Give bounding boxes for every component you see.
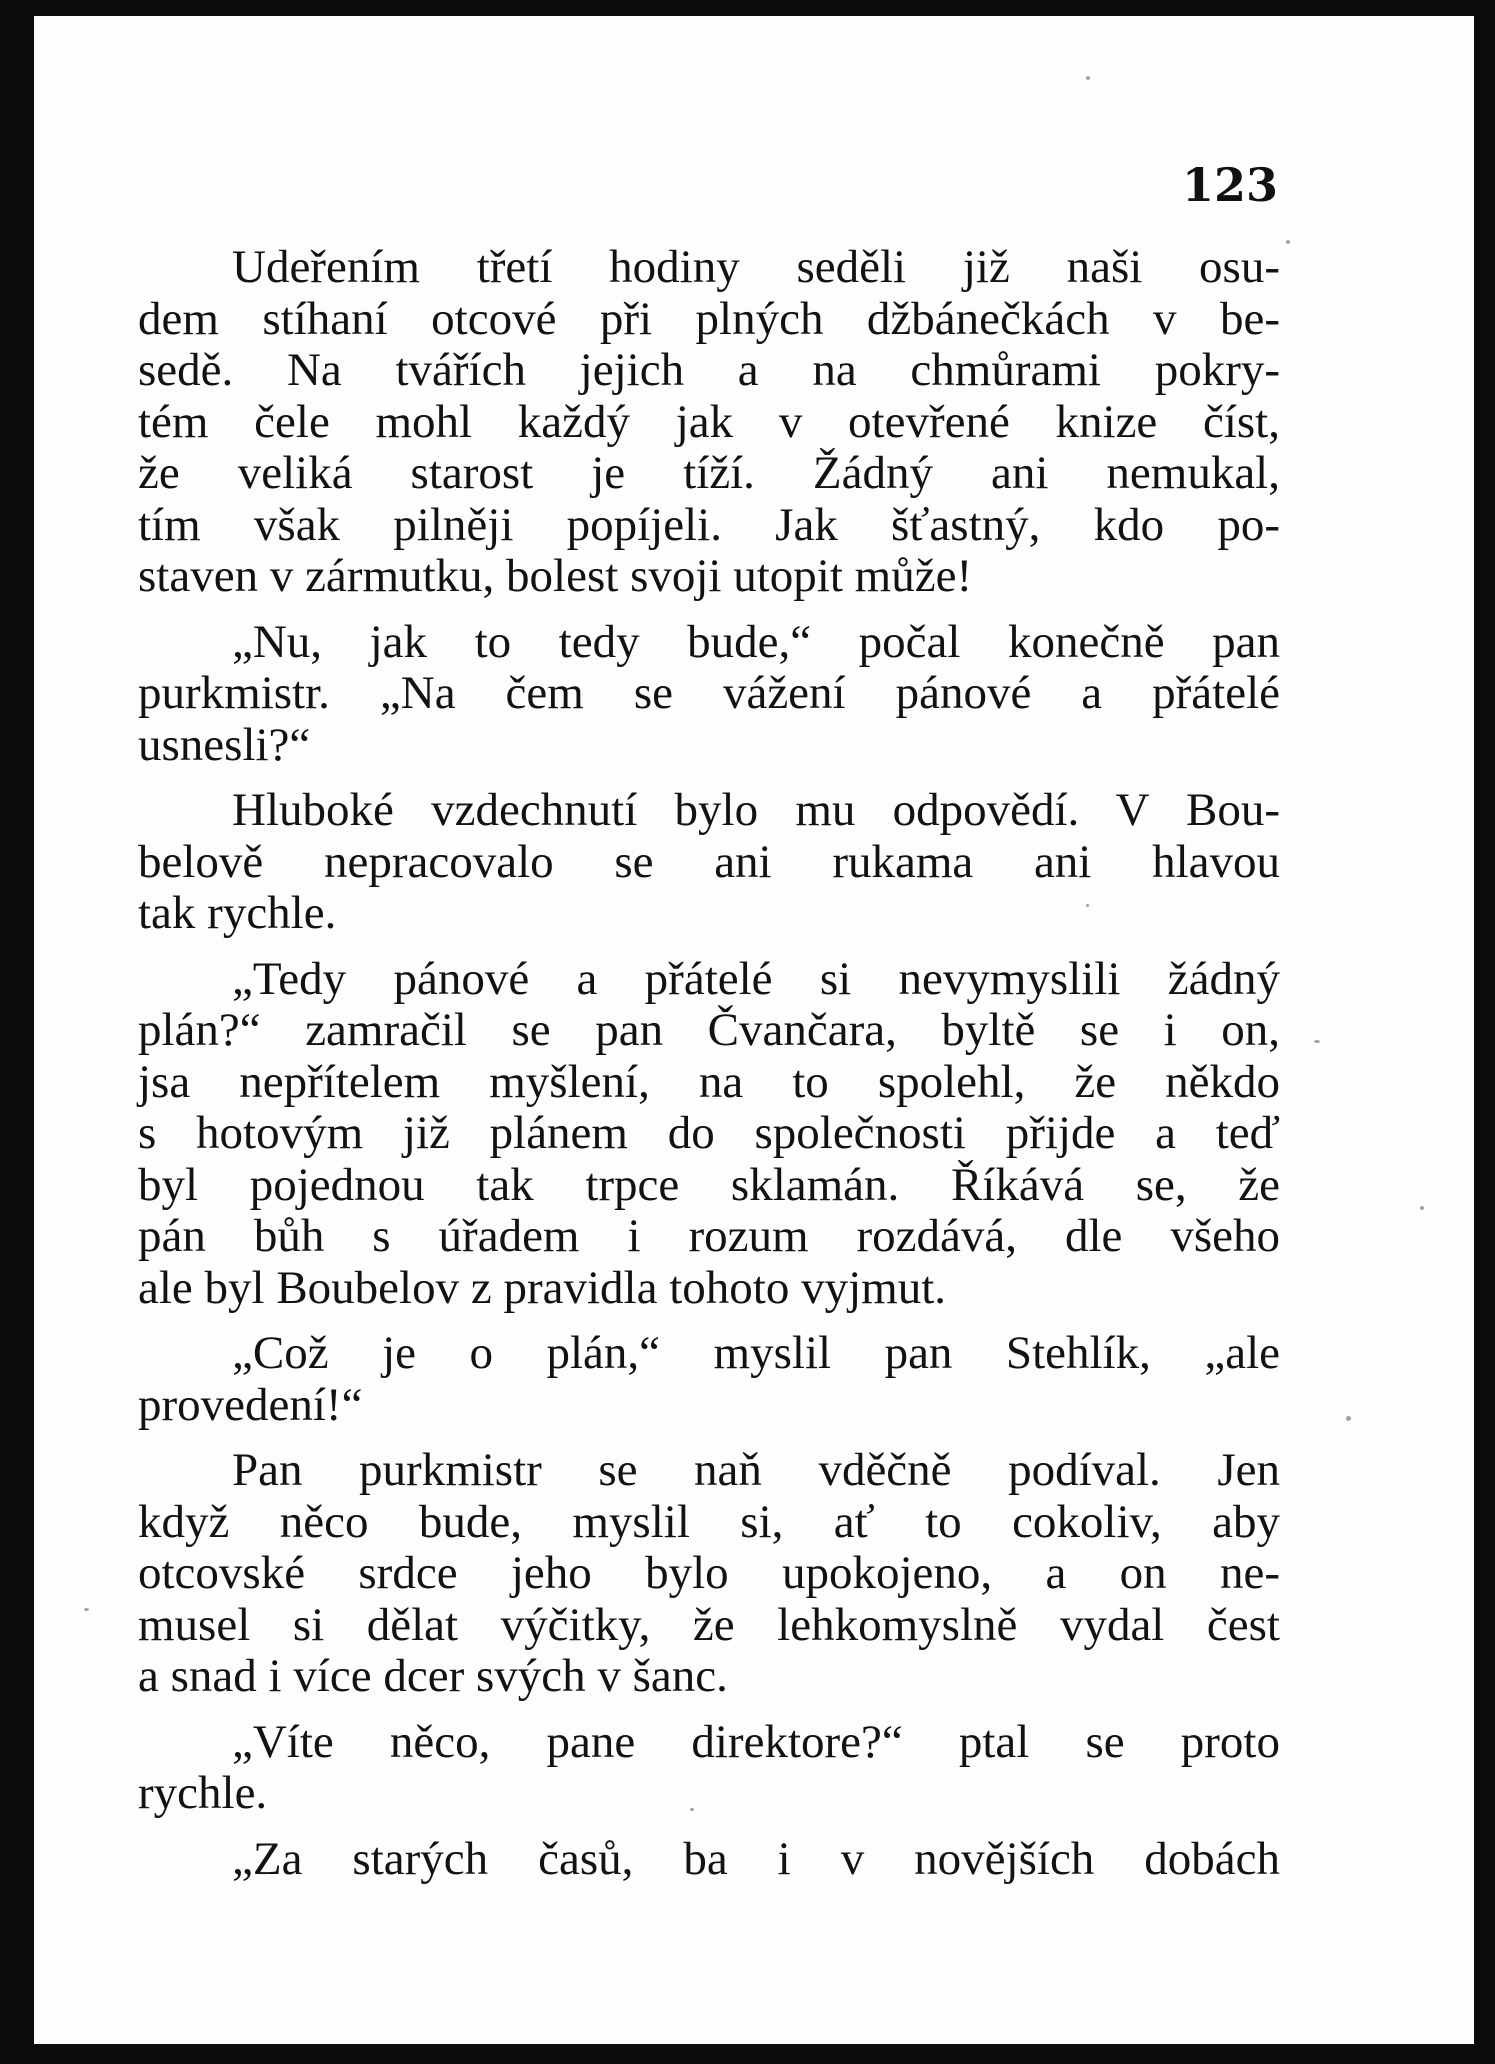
print-speck xyxy=(690,1808,694,1811)
paragraph xyxy=(138,1834,1280,1886)
paragraph xyxy=(138,1328,1280,1431)
print-speck xyxy=(1286,240,1290,244)
print-speck xyxy=(1086,76,1090,80)
text-line: staven v zármutku, bolest svoji utopit může! xyxy=(138,550,973,602)
paragraph xyxy=(138,1717,1280,1820)
text-line: plán?“ zamračil se pan Čvančara, byltě se i on, xyxy=(138,1004,1280,1056)
paragraph xyxy=(138,785,1280,940)
paragraph xyxy=(138,1445,1280,1703)
print-speck xyxy=(84,1608,89,1611)
text-line: purkmistr. „Na čem se vážení pánové a přátelé xyxy=(138,667,1280,719)
text-line: že veliká starost je tíží. Žádný ani nemukal, xyxy=(138,447,1280,499)
text-line: sedě. Na tvářích jejich a na chmůrami pokry- xyxy=(138,344,1280,396)
text-line: ale byl Boubelov z pravidla tohoto vyjmut. xyxy=(138,1261,946,1314)
print-speck xyxy=(1346,1416,1351,1421)
page-number: 123 xyxy=(1181,158,1278,212)
text-line: otcovské srdce jeho bylo upokojeno, a on ne- xyxy=(138,1547,1280,1599)
body-text xyxy=(138,242,1280,1899)
text-line: byl pojednou tak trpce sklamán. Říkává se, že xyxy=(138,1158,1280,1211)
text-line: belově nepracovalo se ani rukama ani hlavou xyxy=(138,835,1280,888)
text-line: tém čele mohl každý jak v otevřené knize číst, xyxy=(138,395,1280,448)
text-line: dem stíhaní otcové při plných džbánečkách v be- xyxy=(138,292,1280,345)
print-speck xyxy=(1420,1206,1424,1210)
print-speck xyxy=(1314,1040,1320,1043)
text-line: „Což je o plán,“ myslil pan Stehlík, „ale xyxy=(232,1327,1280,1379)
text-line: Hluboké vzdechnutí bylo mu odpovědí. V Bou- xyxy=(232,784,1280,836)
text-line: když něco bude, myslil si, ať to cokoliv, aby xyxy=(138,1495,1280,1548)
text-line: Pan purkmistr se naň vděčně podíval. Jen xyxy=(232,1444,1280,1496)
paragraph xyxy=(138,954,1280,1315)
text-line: musel si dělat výčitky, že lehkomyslně vydal čest xyxy=(138,1598,1280,1651)
print-speck xyxy=(1086,904,1089,907)
text-line: „Víte něco, pane direktore?“ ptal se proto xyxy=(232,1715,1280,1768)
text-line: „Nu, jak to tedy bude,“ počal konečně pan xyxy=(232,615,1280,668)
text-line: pán bůh s úřadem i rozum rozdává, dle všeho xyxy=(138,1210,1280,1262)
text-line: tím však pilněji popíjeli. Jak šťastný, kdo po- xyxy=(138,498,1280,551)
text-line: rychle. xyxy=(138,1767,268,1819)
paragraph xyxy=(138,617,1280,772)
text-line: s hotovým již plánem do společnosti přijde a teď xyxy=(138,1107,1280,1159)
book-page xyxy=(34,16,1474,2044)
text-line: usnesli?“ xyxy=(138,718,311,771)
text-line: „Tedy pánové a přátelé si nevymyslili žádný xyxy=(232,952,1280,1005)
text-line: provedení!“ xyxy=(138,1378,363,1431)
text-line: Udeřením třetí hodiny seděli již naši osu- xyxy=(232,241,1280,293)
text-line: tak rychle. xyxy=(138,887,337,939)
text-line: a snad i více dcer svých v šanc. xyxy=(138,1650,728,1702)
paragraph xyxy=(138,242,1280,603)
text-line: „Za starých časů, ba i v novějších dobách xyxy=(232,1832,1280,1885)
text-line: jsa nepřítelem myšlení, na to spolehl, že někdo xyxy=(138,1055,1280,1108)
